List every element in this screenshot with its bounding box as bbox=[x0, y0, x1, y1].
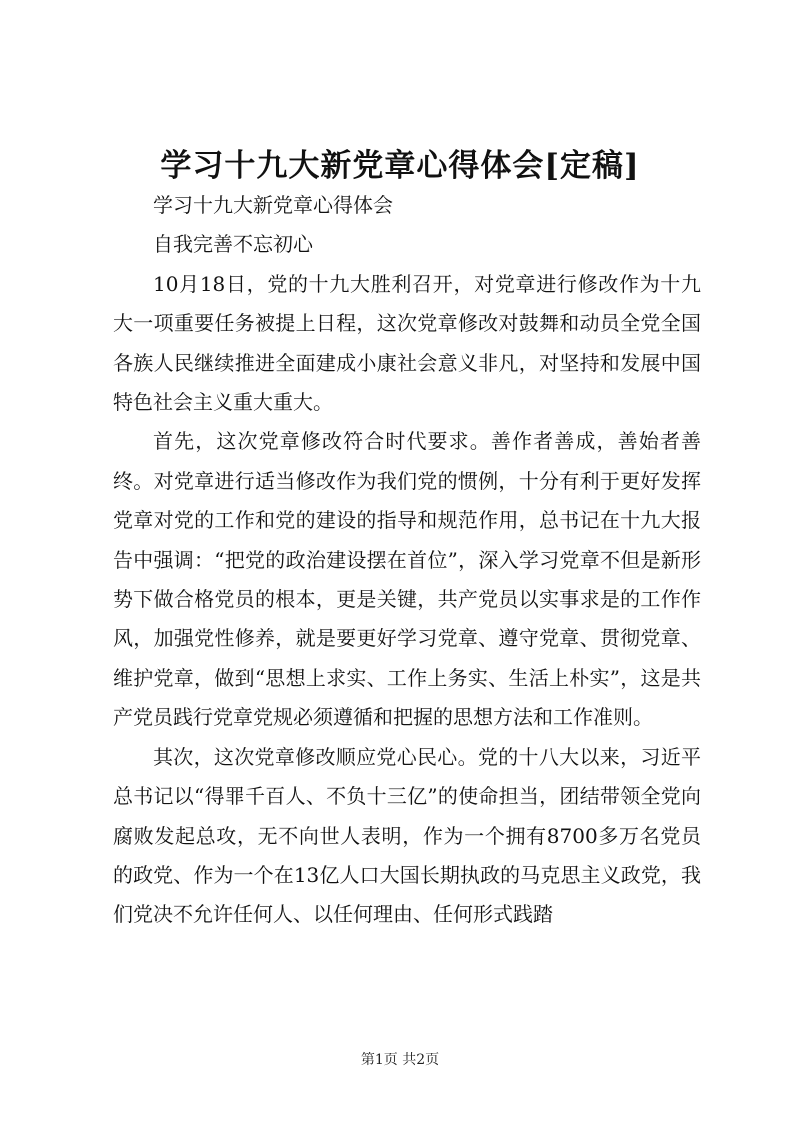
paragraph-intro: 10月18日，党的十九大胜利召开，对党章进行修改作为十九大一项重要任务被提上日程，这次党章修改对鼓舞和动员全党全国各族人民继续推进全面建成小康社会意义非凡，对坚持和发展中国特色社会主义重大重大。 bbox=[113, 271, 701, 415]
page-footer: 第1页 共2页 bbox=[360, 1052, 440, 1068]
paragraph-subtitle: 学习十九大新党章心得体会 bbox=[153, 193, 393, 217]
document-body bbox=[113, 186, 701, 935]
document-title: 学习十九大新党章心得体会[定稿] bbox=[160, 148, 640, 184]
paragraph-first-point: 首先，这次党章修改符合时代要求。善作者善成，善始者善终。对党章进行适当修改作为我们党的惯例，十分有利于更好发挥党章对党的工作和党的建设的指导和规范作用，总书记在十九大报告中强调：“把党的政治建设摆在首位”，深入学习党章不但是新形势下做合格党员的根本，更是关键，共产党员以实事求是的工作作风，加强党性修养，就是要更好学习党章、遵守党章、贯彻党章、维护党章，做到“思想上求实、工作上务实、生活上朴实”，这是共产党员践行党章党规必须遵循和把握的思想方法和工作准则。 bbox=[113, 429, 701, 730]
paragraph-heading: 自我完善不忘初心 bbox=[153, 232, 313, 257]
paragraph-second-point: 其次，这次党章修改顺应党心民心。党的十八大以来，习近平总书记以“得罪千百人、不负十三亿”的使命担当，团结带领全党向腐败发起总攻，无不向世人表明，作为一个拥有8700多万名党员的政党、作为一个在13亿人口大国长期执政的马克思主义政党，我们党决不允许任何人、以任何理由、任何形式践踏 bbox=[113, 744, 701, 927]
